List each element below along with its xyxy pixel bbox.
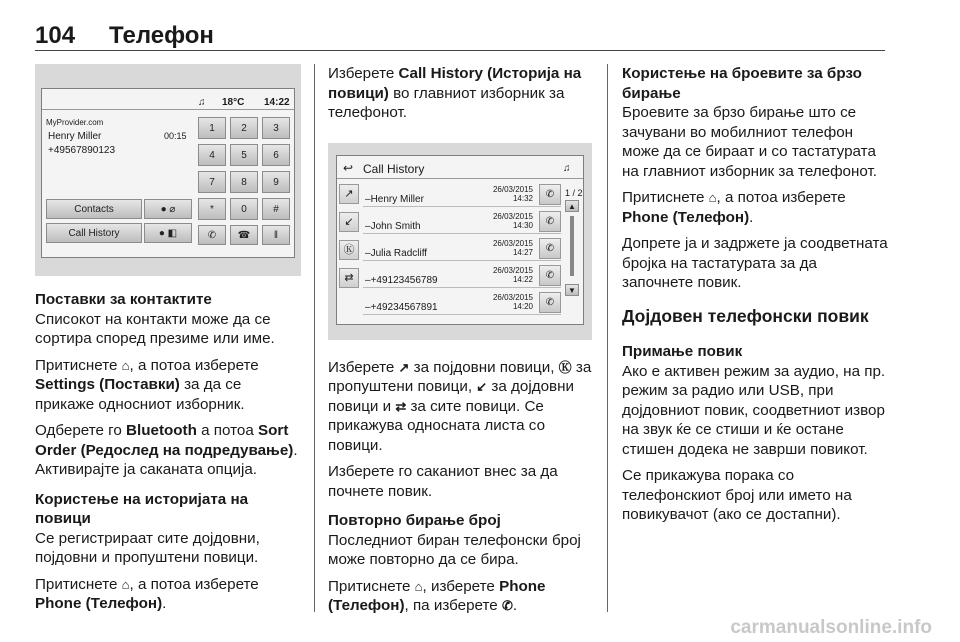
missed-calls-tab[interactable]: ↙ — [339, 212, 359, 232]
page-indicator: 1 / 2 — [565, 187, 583, 198]
paragraph: Притиснете ⌂, а потоа изберете Phone (Телефон). — [622, 189, 846, 226]
call-history-screen-image — [328, 143, 592, 340]
missed-call-icon: Ⓚ — [558, 359, 572, 375]
call-history-display — [336, 155, 584, 325]
keypad-key[interactable]: 9 — [262, 171, 290, 193]
scroll-down-button[interactable]: ▼ — [565, 284, 579, 296]
all-calls-tab[interactable]: ⇄ — [339, 268, 359, 288]
keypad-key[interactable]: 5 — [230, 144, 258, 166]
paragraph: Се регистрираат сите дојдовни, појдовни и пропуштени повици. — [35, 529, 260, 566]
contacts-button[interactable]: Contacts — [46, 199, 142, 219]
title-bar — [337, 156, 583, 179]
call-button[interactable] — [539, 292, 561, 313]
caller-name: –+49123456789 — [365, 274, 438, 286]
keypad-key[interactable]: 0 — [230, 198, 258, 220]
paragraph: Ако е активен режим за аудио, на пр. режим за радио или USB, при дојдовниот повик, соодветниот извор на звук ќе се стиши и ќе остане стишен додека не заврши повикот. — [622, 362, 886, 458]
column-divider — [314, 64, 315, 612]
phone-icon: ✆ — [545, 188, 555, 200]
call-history-row[interactable] — [363, 292, 561, 315]
incoming-calls-tab[interactable]: Ⓚ — [339, 240, 359, 260]
call-button[interactable] — [539, 265, 561, 286]
call-datetime: 26/03/2015 14:20 — [492, 292, 533, 311]
paragraph: Списокот на контакти може да се сортира според презиме или име. — [35, 310, 275, 347]
page-title: Телефон — [109, 22, 214, 49]
call-datetime: 26/03/2015 14:30 — [492, 211, 533, 230]
call-history-button[interactable]: Call History — [46, 223, 142, 243]
call-history-row[interactable] — [363, 184, 561, 207]
keypad-key[interactable]: * — [198, 198, 226, 220]
call-history-row[interactable] — [363, 211, 561, 234]
screen-title: Call History — [363, 161, 425, 176]
call-datetime: 26/03/2015 14:27 — [492, 238, 533, 257]
call-button[interactable] — [539, 184, 561, 205]
caller-name: –John Smith — [365, 220, 421, 232]
column-3 — [622, 64, 888, 532]
keypad-key[interactable]: 1 — [198, 117, 226, 139]
column-2 — [328, 64, 592, 623]
call-datetime: 26/03/2015 14:32 — [492, 184, 533, 203]
scroll-up-button[interactable]: ▲ — [565, 200, 579, 212]
page-header — [35, 22, 885, 48]
paragraph: Притиснете ⌂, а потоа изберете Settings (Поставки) за да се прикаже односниот изборник. — [35, 356, 259, 413]
heading-contact-settings: Поставки за контактите — [35, 291, 212, 308]
paragraph: Одберете го Bluetooth а потоа Sort Order (Редослед на подредување). Активирајте ја саканата опција. — [35, 422, 298, 478]
column-1 — [35, 64, 301, 621]
caller-name: –Henry Miller — [365, 193, 424, 205]
call-datetime: 26/03/2015 14:22 — [492, 265, 533, 284]
home-icon: ⌂ — [708, 190, 717, 205]
header-rule — [35, 50, 885, 51]
keypad-key[interactable]: 8 — [230, 171, 258, 193]
column-divider — [607, 64, 608, 612]
page-number: 104 — [35, 22, 76, 49]
caller-name: –Julia Radcliff — [365, 247, 428, 259]
speaker-icon: ● ◧ — [158, 228, 178, 239]
outgoing-calls-tab[interactable]: ↗ — [339, 184, 359, 204]
paragraph: Изберете Call History (Историја на повици) во главниот изборник за телефонот. — [328, 65, 582, 121]
paragraph: Последниот биран телефонски број може повторно да се бира. — [328, 531, 581, 568]
paragraph: Притиснете ⌂, изберете Phone (Телефон), па изберете ✆. — [328, 577, 546, 614]
heading-incoming-call: Дојдовен телефонски повик — [622, 305, 869, 326]
all-calls-icon: ⇄ — [395, 398, 407, 414]
scrollbar[interactable] — [570, 216, 574, 276]
heading-redial: Повторно бирање број — [328, 512, 501, 529]
home-icon: ⌂ — [414, 578, 423, 594]
call-button[interactable] — [539, 211, 561, 232]
keypad-key[interactable]: 6 — [262, 144, 290, 166]
incoming-call-icon: ↙ — [476, 379, 488, 394]
keypad-key[interactable]: 7 — [198, 171, 226, 193]
mute-mic-button[interactable] — [144, 199, 192, 219]
heading-call-history: Користење на историјата на повици — [35, 490, 249, 527]
microphone-off-icon: ● ⌀ — [160, 204, 176, 215]
call-history-row[interactable] — [363, 238, 561, 261]
contact-number: +49567890123 — [48, 145, 116, 156]
pause-button[interactable]: ‖ — [262, 225, 290, 245]
phone-icon-button[interactable]: ✆ — [198, 225, 226, 245]
status-bar — [42, 89, 294, 110]
heading-receive-call: Примање повик — [622, 343, 743, 360]
handset-button[interactable] — [144, 223, 192, 243]
paragraph: Изберете го саканиот внес за да почнете повик. — [328, 463, 558, 500]
music-note-icon: ♫ — [198, 97, 206, 108]
hang-up-button[interactable]: ☎ — [230, 225, 258, 245]
phone-screen-image — [35, 64, 301, 276]
contact-name: Henry Miller — [48, 131, 102, 142]
keypad-key[interactable]: 4 — [198, 144, 226, 166]
call-history-row[interactable] — [363, 265, 561, 288]
phone-icon: ✆ — [545, 215, 555, 227]
phone-display — [41, 88, 295, 258]
phone-handset-icon: ✆ — [501, 598, 513, 613]
provider-name: MyProvider.com — [46, 118, 104, 127]
caller-name: –+49234567891 — [365, 301, 438, 313]
keypad-key[interactable]: 3 — [262, 117, 290, 139]
phone-icon: ✆ — [545, 269, 555, 281]
call-button[interactable] — [539, 238, 561, 259]
call-timer: 00:15 — [164, 131, 187, 141]
paragraph: Изберете ↗ за појдовни повици, Ⓚ за пропуштени повици, ↙ за дојдовни повици и ⇄ за сите повици. Се прикажува односната листа со повици. — [328, 358, 592, 454]
music-note-icon: ♫ — [563, 162, 571, 174]
paragraph: Се прикажува порака со телефонскиот број или името на повикувачот (ако се достапни). — [622, 467, 852, 523]
phone-icon: ✆ — [545, 242, 555, 254]
home-icon: ⌂ — [121, 357, 130, 373]
clock: 14:22 — [264, 97, 290, 108]
keypad-key[interactable]: # — [262, 198, 290, 220]
temperature: 18°C — [222, 97, 245, 108]
paragraph: Броевите за брзо бирање што се зачувани во мобилниот телефон може да се бираат и со тастатурата на главниот изборник за телефонот. — [622, 104, 877, 180]
outgoing-call-icon: ↗ — [398, 359, 410, 375]
watermark: carmanualsonline.info — [730, 617, 932, 638]
keypad-key[interactable]: 2 — [230, 117, 258, 139]
back-icon[interactable]: ↩ — [343, 160, 354, 175]
heading-speed-dial: Користење на броевите за брзо бирање — [622, 65, 862, 102]
paragraph: Притиснете ⌂, а потоа изберете Phone (Телефон). — [35, 575, 259, 612]
phone-icon: ✆ — [545, 296, 555, 308]
paragraph: Допрете ја и задржете ја соодветната бројка на тастатурата за да започнете повик. — [622, 235, 888, 291]
home-icon: ⌂ — [121, 576, 130, 592]
